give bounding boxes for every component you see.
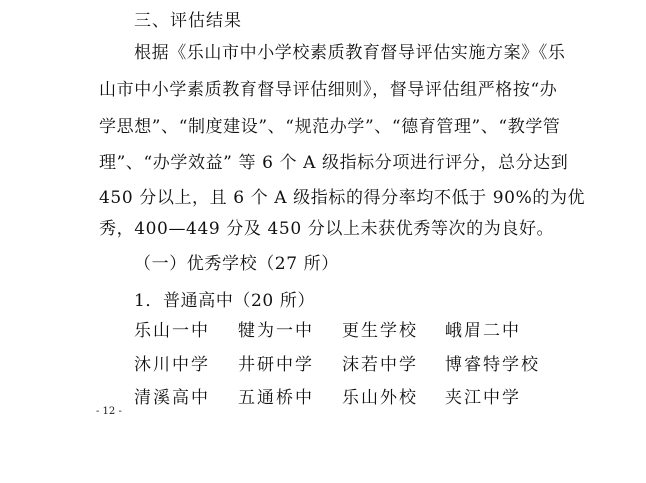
paragraph-line: 根据《乐山市中小学校素质教育督导评估实施方案》《乐 [134,43,566,63]
school-name: 井研中学 [238,355,314,375]
school-name: 清溪高中 [134,388,210,408]
school-name: 夹江中学 [445,388,521,408]
paragraph-line: 秀，400—449 分及 450 分以上未获优秀等次的为良好。 [99,219,555,239]
category-heading: 1．普通高中（20 所） [134,291,316,311]
paragraph-line: 学思想”、“制度建设”、“规范办学”、“德育管理”、“教学管 [99,117,561,137]
section-heading: 三、评估结果 [134,11,242,31]
school-name: 沐川中学 [134,355,210,375]
school-name: 乐山一中 [134,321,210,341]
school-name: 沫若中学 [342,355,418,375]
school-name: 犍为一中 [238,321,314,341]
page-number: - 12 - [96,406,122,417]
school-name: 更生学校 [342,321,418,341]
subsection-heading: （一）优秀学校（27 所） [134,254,339,274]
school-name: 乐山外校 [342,388,418,408]
paragraph-line: 理”、“办学效益” 等 6 个 A 级指标分项进行评分，总分达到 [99,153,569,173]
school-name: 博睿特学校 [445,355,540,375]
paragraph-line: 山市中小学素质教育督导评估细则》，督导评估组严格按“办 [99,80,558,100]
paragraph-line: 450 分以上，且 6 个 A 级指标的得分率均不低于 90%的为优 [99,188,586,208]
school-name: 五通桥中 [238,388,314,408]
school-name: 峨眉二中 [445,321,521,341]
